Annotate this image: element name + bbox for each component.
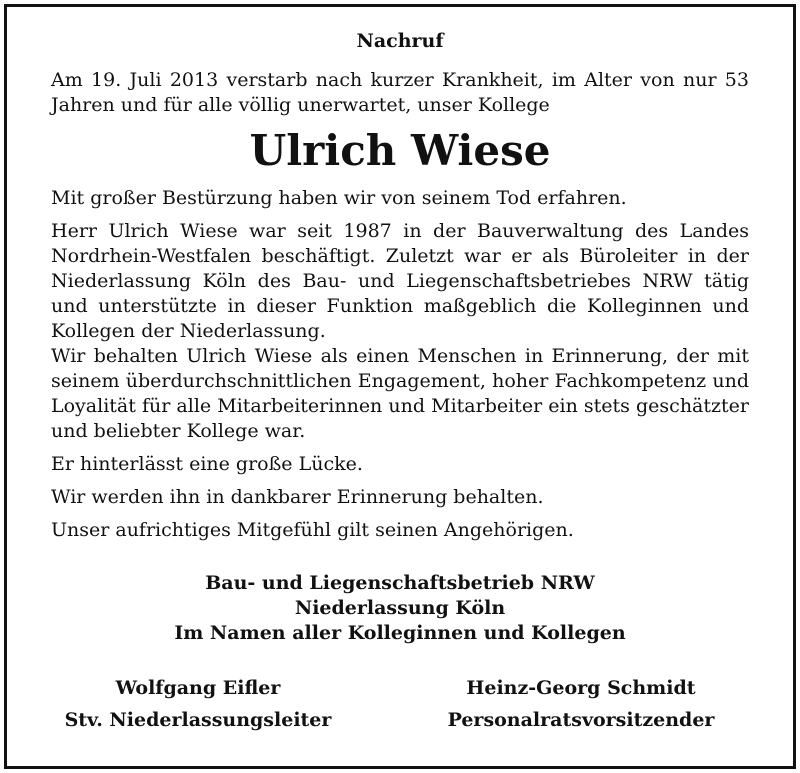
organization-behalf: Im Namen aller Kolleginnen und Kollegen bbox=[174, 622, 626, 644]
signatory-right bbox=[431, 672, 731, 736]
signatory-name: Wolfgang Eifler bbox=[115, 677, 281, 699]
biography-paragraph: Herr Ulrich Wiese war seit 1987 in der Bauverwaltung des Landes Nordrhein-Westfalen beschäftigt. Zuletzt war er als Büroleiter in der Niederlassung Köln des Bau- und Liegenschaftsbetriebes NRW tätig und unterstützte in dieser Funktion maßgeblich die Kolleginnen und Kollegen der Niederlassung. bbox=[51, 220, 749, 342]
deceased-name: Ulrich Wiese bbox=[249, 126, 551, 175]
signatures bbox=[51, 672, 749, 742]
intro-text: Am 19. Juli 2013 verstarb nach kurzer Krankheit, im Alter von nur 53 Jahren und für alle völlig unerwartet, unser Kollege bbox=[51, 69, 749, 116]
signatory-name: Heinz-Georg Schmidt bbox=[466, 677, 696, 699]
obituary-notice bbox=[51, 30, 749, 742]
condolence-line-2: Er hinterlässt eine große Lücke. bbox=[51, 453, 363, 475]
signatory-role: Personalratsvorsitzender bbox=[447, 709, 715, 731]
signatory-left bbox=[48, 672, 348, 736]
organization-block bbox=[51, 571, 749, 646]
condolence-line-1: Mit großer Bestürzung haben wir von seinem Tod erfahren. bbox=[51, 187, 627, 209]
condolence-line-4: Unser aufrichtiges Mitgefühl gilt seinen Angehörigen. bbox=[51, 519, 574, 541]
tribute-paragraph: Wir behalten Ulrich Wiese als einen Menschen in Erinnerung, der mit seinem überdurchschnittlichen Engagement, hoher Fachkompetenz und Loyalität für alle Mitarbeiterinnen und Mitarbeiter ein stets geschätzter und beliebter Kollege war. bbox=[51, 345, 749, 442]
organization-name: Bau- und Liegenschaftsbetrieb NRW bbox=[205, 572, 595, 594]
signatory-role: Stv. Niederlassungsleiter bbox=[64, 709, 332, 731]
organization-branch: Niederlassung Köln bbox=[294, 597, 506, 619]
condolence-line-3: Wir werden ihn in dankbarer Erinnerung behalten. bbox=[51, 486, 544, 508]
notice-heading: Nachruf bbox=[356, 30, 444, 52]
